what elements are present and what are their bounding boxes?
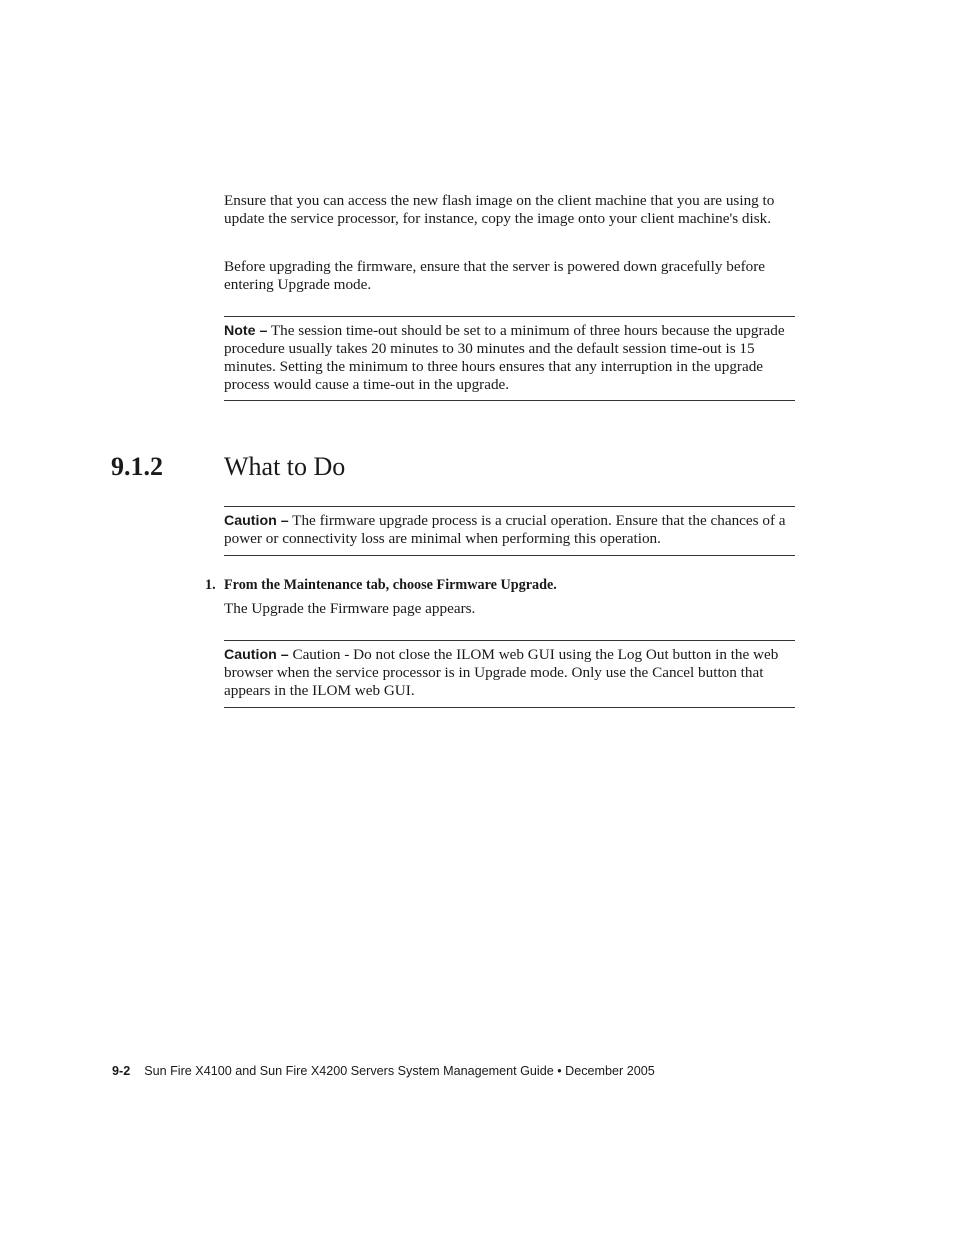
step-1-text: From the Maintenance tab, choose Firmware Upgrade. xyxy=(224,577,557,593)
step-1 xyxy=(205,576,557,594)
footer-date: December 2005 xyxy=(565,1064,655,1078)
footer-document-title: Sun Fire X4100 and Sun Fire X4200 Servers System Management Guide xyxy=(144,1064,554,1078)
caution1-top-rule xyxy=(224,506,795,507)
note-bottom-rule xyxy=(224,400,795,401)
note-label: Note – xyxy=(224,323,268,339)
step-1-result: The Upgrade the Firmware page appears. xyxy=(224,600,476,617)
caution2-label: Caution – xyxy=(224,647,289,663)
footer-page-number: 9-2 xyxy=(112,1064,131,1078)
note-top-rule xyxy=(224,316,795,317)
step-1-number: 1. xyxy=(205,577,216,593)
note-text: The session time-out should be set to a minimum of three hours because the upgrade procedure usually takes 20 minutes to 30 minutes and the default session time-out is 15 minutes. Setting the minimum to three hours ensures that any interruption in the upgrade process would cause a time-out in the upgrade. xyxy=(224,322,785,393)
caution1-bottom-rule xyxy=(224,555,795,556)
caution1-callout xyxy=(224,512,796,548)
caution2-text: Caution - Do not close the ILOM web GUI using the Log Out button in the web browser when the service processor is in Upgrade mode. Only use the Cancel button that appears in the ILOM web GUI. xyxy=(224,646,779,699)
note-callout xyxy=(224,322,796,394)
caution2-bottom-rule xyxy=(224,707,795,708)
caution1-label: Caution – xyxy=(224,513,289,529)
caution2-callout xyxy=(224,646,796,700)
intro-paragraph-flash-image: Ensure that you can access the new flash image on the client machine that you are using to update the service processor, for instance, copy the image onto your client machine's disk. xyxy=(224,192,775,227)
section-title: What to Do xyxy=(224,452,346,481)
section-number: 9.1.2 xyxy=(111,452,163,481)
page-footer xyxy=(112,1063,655,1079)
intro-paragraph-power-down: Before upgrading the firmware, ensure that the server is powered down gracefully before entering Upgrade mode. xyxy=(224,258,766,293)
footer-separator: • xyxy=(557,1064,562,1078)
caution2-top-rule xyxy=(224,640,795,641)
caution1-text: The firmware upgrade process is a crucial operation. Ensure that the chances of a power or connectivity loss are minimal when performing this operation. xyxy=(224,512,786,547)
